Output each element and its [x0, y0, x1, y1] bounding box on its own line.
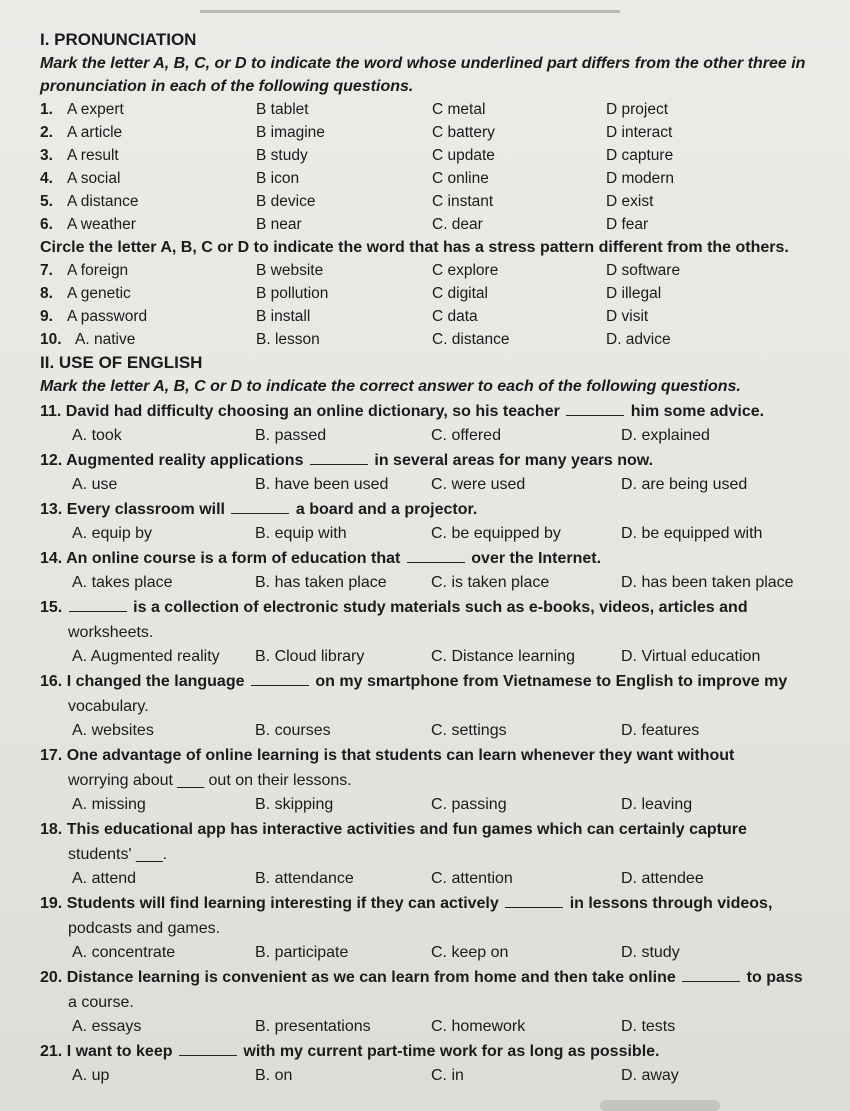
section1-title: I. PRONUNCIATION	[40, 30, 197, 49]
section1-instruction: Mark the letter A, B, C, or D to indicate the word whose underlined part differs from the other three in pronunciation in each of the following questions.	[40, 55, 806, 95]
option-b[interactable]: B. passed	[255, 427, 327, 444]
question-continuation: students' ___.	[68, 846, 168, 863]
option-c[interactable]: C. is taken place	[431, 574, 550, 591]
option-c[interactable]: C. passing	[431, 796, 507, 813]
answer-blank[interactable]	[505, 893, 563, 908]
top-edge-shadow	[200, 10, 620, 13]
q-num: 10.	[40, 331, 62, 348]
question-stem	[40, 818, 840, 842]
question-stem	[40, 1040, 840, 1064]
q-num: 4.	[40, 170, 53, 187]
option-a[interactable]: A password	[67, 308, 148, 325]
question-text: 11. David had difficulty choosing an online dictionary, so his teacher	[40, 403, 560, 420]
question-text: 19. Students will find learning interesting if they can actively	[40, 895, 499, 912]
section2-instruction: Mark the letter A, B, C or D to indicate the correct answer to each of the following questions.	[40, 378, 741, 395]
option-b[interactable]: B. participate	[255, 944, 349, 961]
option-d[interactable]: D. leaving	[621, 796, 693, 813]
question-text-end: to pass	[746, 969, 803, 986]
option-d[interactable]: D. be equipped with	[621, 525, 763, 542]
question-stem	[40, 547, 840, 571]
option-d[interactable]: D visit	[606, 308, 649, 325]
question-stem	[40, 449, 840, 473]
option-b[interactable]: B. has taken place	[255, 574, 387, 591]
question-continuation: vocabulary.	[68, 698, 149, 715]
answer-options	[40, 645, 840, 669]
option-a[interactable]: A. takes place	[72, 574, 173, 591]
option-d[interactable]: D. attendee	[621, 870, 704, 887]
pron-row-6	[40, 213, 840, 236]
option-b[interactable]: B. courses	[255, 722, 331, 739]
option-a[interactable]: A. equip by	[72, 525, 153, 542]
option-a[interactable]: A distance	[67, 193, 139, 210]
option-d[interactable]: D. advice	[606, 331, 671, 348]
stress-row-9	[40, 305, 840, 328]
q-num: 8.	[40, 285, 53, 302]
option-c[interactable]: C. offered	[431, 427, 501, 444]
question-text: 13. Every classroom will	[40, 501, 225, 518]
option-c[interactable]: C battery	[432, 124, 495, 141]
question-continuation: a course.	[68, 994, 134, 1011]
option-b[interactable]: B. have been used	[255, 476, 389, 493]
answer-blank[interactable]	[69, 597, 127, 612]
option-d[interactable]: D. Virtual education	[621, 648, 761, 665]
option-d[interactable]: D. away	[621, 1067, 679, 1084]
option-b[interactable]: B near	[256, 216, 302, 233]
option-a[interactable]: A foreign	[67, 262, 129, 279]
pron-row-4	[40, 167, 840, 190]
stress-questions	[40, 259, 840, 351]
option-d[interactable]: D fear	[606, 216, 649, 233]
option-d[interactable]: D capture	[606, 147, 674, 164]
question-text: 12. Augmented reality applications	[40, 452, 304, 469]
q-num: 7.	[40, 262, 53, 279]
question-text: 20. Distance learning is convenient as we can learn from home and then take online	[40, 969, 676, 986]
option-a[interactable]: A. concentrate	[72, 944, 176, 961]
stress-row-7	[40, 259, 840, 282]
answer-blank[interactable]	[231, 499, 289, 514]
answer-options	[40, 522, 840, 546]
option-b[interactable]: B device	[256, 193, 316, 210]
question-text-end: with my current part-time work for as long as possible.	[243, 1043, 660, 1060]
stress-row-10	[40, 328, 840, 351]
question-text: 16. I changed the language	[40, 673, 245, 690]
option-d[interactable]: D interact	[606, 124, 673, 141]
pron-row-2	[40, 121, 840, 144]
stress-row-8	[40, 282, 840, 305]
option-c[interactable]: C. settings	[431, 722, 507, 739]
question-text-end: on my smartphone from Vietnamese to English to improve my	[315, 673, 788, 690]
answer-blank[interactable]	[407, 548, 465, 563]
answer-blank[interactable]	[682, 967, 740, 982]
answer-blank[interactable]	[310, 450, 368, 465]
option-d[interactable]: D. features	[621, 722, 700, 739]
option-d[interactable]: D project	[606, 101, 669, 118]
option-a[interactable]: A result	[67, 147, 119, 164]
answer-options	[40, 793, 840, 817]
option-a[interactable]: A genetic	[67, 285, 131, 302]
question-text-end: is a collection of electronic study materials such as e-books, videos, articles and	[133, 599, 748, 616]
pron-row-3	[40, 144, 840, 167]
option-c[interactable]: C online	[432, 170, 489, 187]
option-b[interactable]: B study	[256, 147, 308, 164]
option-a[interactable]: A. Augmented reality	[72, 648, 220, 665]
option-d[interactable]: D exist	[606, 193, 654, 210]
option-b[interactable]: B website	[256, 262, 324, 279]
option-a[interactable]: A expert	[67, 101, 124, 118]
question-stem	[40, 400, 840, 424]
option-d[interactable]: D. are being used	[621, 476, 748, 493]
option-a[interactable]: A. essays	[72, 1018, 142, 1035]
option-b[interactable]: B icon	[256, 170, 300, 187]
pronunciation-questions	[40, 98, 840, 236]
answer-options	[40, 941, 840, 965]
option-a[interactable]: A social	[67, 170, 121, 187]
question-stem	[40, 670, 840, 694]
option-d[interactable]: D illegal	[606, 285, 662, 302]
question-stem	[40, 744, 840, 768]
question-continuation: podcasts and games.	[68, 920, 221, 937]
option-a[interactable]: A. native	[75, 331, 136, 348]
question-text: 14. An online course is a form of education that	[40, 550, 401, 567]
option-a[interactable]: A weather	[67, 216, 136, 233]
answer-options	[40, 473, 840, 497]
question-continuation: worksheets.	[68, 624, 154, 641]
pron-row-5	[40, 190, 840, 213]
option-b[interactable]: B. lesson	[256, 331, 320, 348]
option-a[interactable]: A. missing	[72, 796, 146, 813]
option-c[interactable]: C. distance	[432, 331, 510, 348]
q-num: 3.	[40, 147, 53, 164]
question-text-end: a board and a projector.	[295, 501, 478, 518]
answer-options	[40, 424, 840, 448]
option-d[interactable]: D. study	[621, 944, 680, 961]
option-c[interactable]: C. homework	[431, 1018, 526, 1035]
option-c[interactable]: C explore	[432, 262, 499, 279]
question-text-end: him some advice.	[630, 403, 765, 420]
pron-row-1	[40, 98, 840, 121]
q-num: 9.	[40, 308, 53, 325]
answer-blank[interactable]	[566, 401, 624, 416]
option-a[interactable]: A. took	[72, 427, 122, 444]
option-c[interactable]: C data	[432, 308, 478, 325]
option-c[interactable]: C. in	[431, 1067, 464, 1084]
question-text-end: in lessons through videos,	[569, 895, 773, 912]
q-num: 5.	[40, 193, 53, 210]
answer-options	[40, 867, 840, 891]
option-b[interactable]: B. skipping	[255, 796, 334, 813]
option-a[interactable]: A. up	[72, 1067, 110, 1084]
question-stem	[40, 892, 840, 916]
option-b[interactable]: B. Cloud library	[255, 648, 365, 665]
option-d[interactable]: D modern	[606, 170, 675, 187]
option-b[interactable]: B. attendance	[255, 870, 354, 887]
option-d[interactable]: D. tests	[621, 1018, 676, 1035]
page-edge-mark	[600, 1100, 720, 1111]
section2-title: II. USE OF ENGLISH	[40, 353, 203, 372]
option-c[interactable]: C digital	[432, 285, 488, 302]
q-num: 1.	[40, 101, 53, 118]
stress-instruction: Circle the letter A, B, C or D to indicate the word that has a stress pattern different from the others.	[40, 239, 789, 256]
question-stem	[40, 966, 840, 990]
question-text: 15.	[40, 599, 63, 616]
option-b[interactable]: B pollution	[256, 285, 329, 302]
question-stem	[40, 596, 840, 620]
option-c[interactable]: C. attention	[431, 870, 513, 887]
question-text: 17. One advantage of online learning is that students can learn whenever they want without	[40, 747, 735, 764]
question-text-end: over the Internet.	[471, 550, 602, 567]
option-c[interactable]: C. dear	[432, 216, 483, 233]
question-stem	[40, 498, 840, 522]
option-a[interactable]: A. websites	[72, 722, 154, 739]
question-text-end: in several areas for many years now.	[374, 452, 654, 469]
option-c[interactable]: C metal	[432, 101, 486, 118]
answer-options	[40, 571, 840, 595]
answer-blank[interactable]	[251, 671, 309, 686]
option-c[interactable]: C instant	[432, 193, 494, 210]
use-of-english-questions	[40, 400, 840, 1088]
option-b[interactable]: B tablet	[256, 101, 309, 118]
option-c[interactable]: C. were used	[431, 476, 526, 493]
answer-options	[40, 719, 840, 743]
option-c[interactable]: C. keep on	[431, 944, 509, 961]
answer-options	[40, 1015, 840, 1039]
option-b[interactable]: B install	[256, 308, 311, 325]
option-d[interactable]: D. explained	[621, 427, 710, 444]
option-c[interactable]: C. Distance learning	[431, 648, 576, 665]
question-continuation: worrying about ___ out on their lessons.	[68, 772, 352, 789]
option-d[interactable]: D. has been taken place	[621, 574, 794, 591]
option-b[interactable]: B. presentations	[255, 1018, 371, 1035]
answer-blank[interactable]	[179, 1041, 237, 1056]
q-num: 2.	[40, 124, 53, 141]
option-a[interactable]: A. use	[72, 476, 118, 493]
question-text: 18. This educational app has interactive activities and fun games which can certainly capture	[40, 821, 747, 838]
worksheet-content	[40, 28, 840, 1088]
option-b[interactable]: B imagine	[256, 124, 325, 141]
option-a[interactable]: A article	[67, 124, 123, 141]
option-c[interactable]: C update	[432, 147, 495, 164]
option-a[interactable]: A. attend	[72, 870, 137, 887]
option-d[interactable]: D software	[606, 262, 681, 279]
option-c[interactable]: C. be equipped by	[431, 525, 561, 542]
question-text: 21. I want to keep	[40, 1043, 173, 1060]
q-num: 6.	[40, 216, 53, 233]
answer-options	[40, 1064, 840, 1088]
option-b[interactable]: B. equip with	[255, 525, 347, 542]
option-b[interactable]: B. on	[255, 1067, 293, 1084]
